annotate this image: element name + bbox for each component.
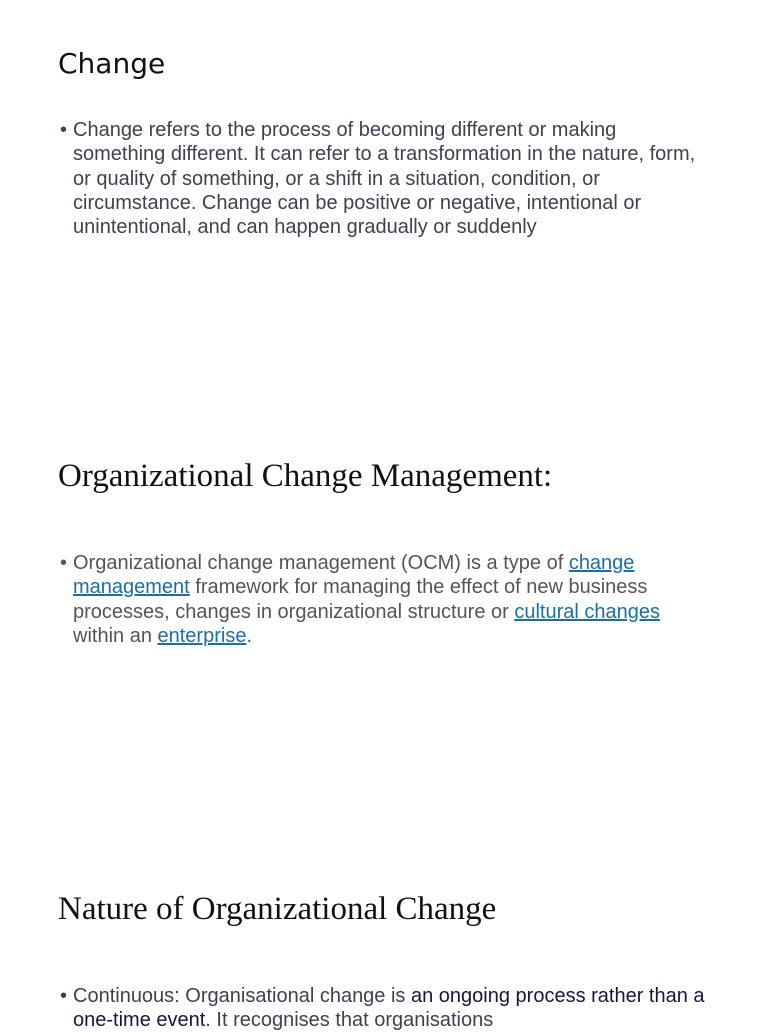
- slide-title: Change: [58, 47, 166, 80]
- change-management-link[interactable]: change management: [73, 552, 635, 599]
- cultural-changes-link[interactable]: cultural changes: [514, 600, 661, 623]
- bullet-text-part: .: [246, 624, 252, 647]
- bullet-item: [60, 551, 710, 648]
- bullet-text-part: Continuous: Organisational change is: [73, 985, 411, 1007]
- slide-title: Nature of Organizational Change: [58, 891, 497, 927]
- bullet-text-part: . It recognises that organisations: [205, 1009, 494, 1032]
- bullet-text: Change refers to the process of becoming different or making something different. It can refer to a transformation in the nature, form, or quality of something, or a shift in a situation, condition, or circumstance. Change can be positive or negative, intentional or unintentional, and can happen gradually or suddenly: [73, 119, 696, 239]
- bullet-highlight-text: an ongoing process rather than a one-time event: [73, 985, 705, 1032]
- bullet-text-part: framework for managing the effect of new business processes, changes in organizational structure or: [73, 576, 648, 623]
- enterprise-link[interactable]: enterprise: [157, 624, 247, 647]
- bullet-mark: •: [60, 552, 68, 574]
- bullet-mark: •: [60, 119, 68, 141]
- bullet-text-part: Organizational change management (OCM) is a type of: [73, 552, 569, 574]
- bullet-item: [60, 984, 710, 1033]
- bullet-item: [60, 118, 710, 239]
- bullet-mark: •: [60, 985, 68, 1007]
- bullet-text-part: within an: [73, 624, 158, 647]
- slide-title: Organizational Change Management:: [58, 458, 553, 494]
